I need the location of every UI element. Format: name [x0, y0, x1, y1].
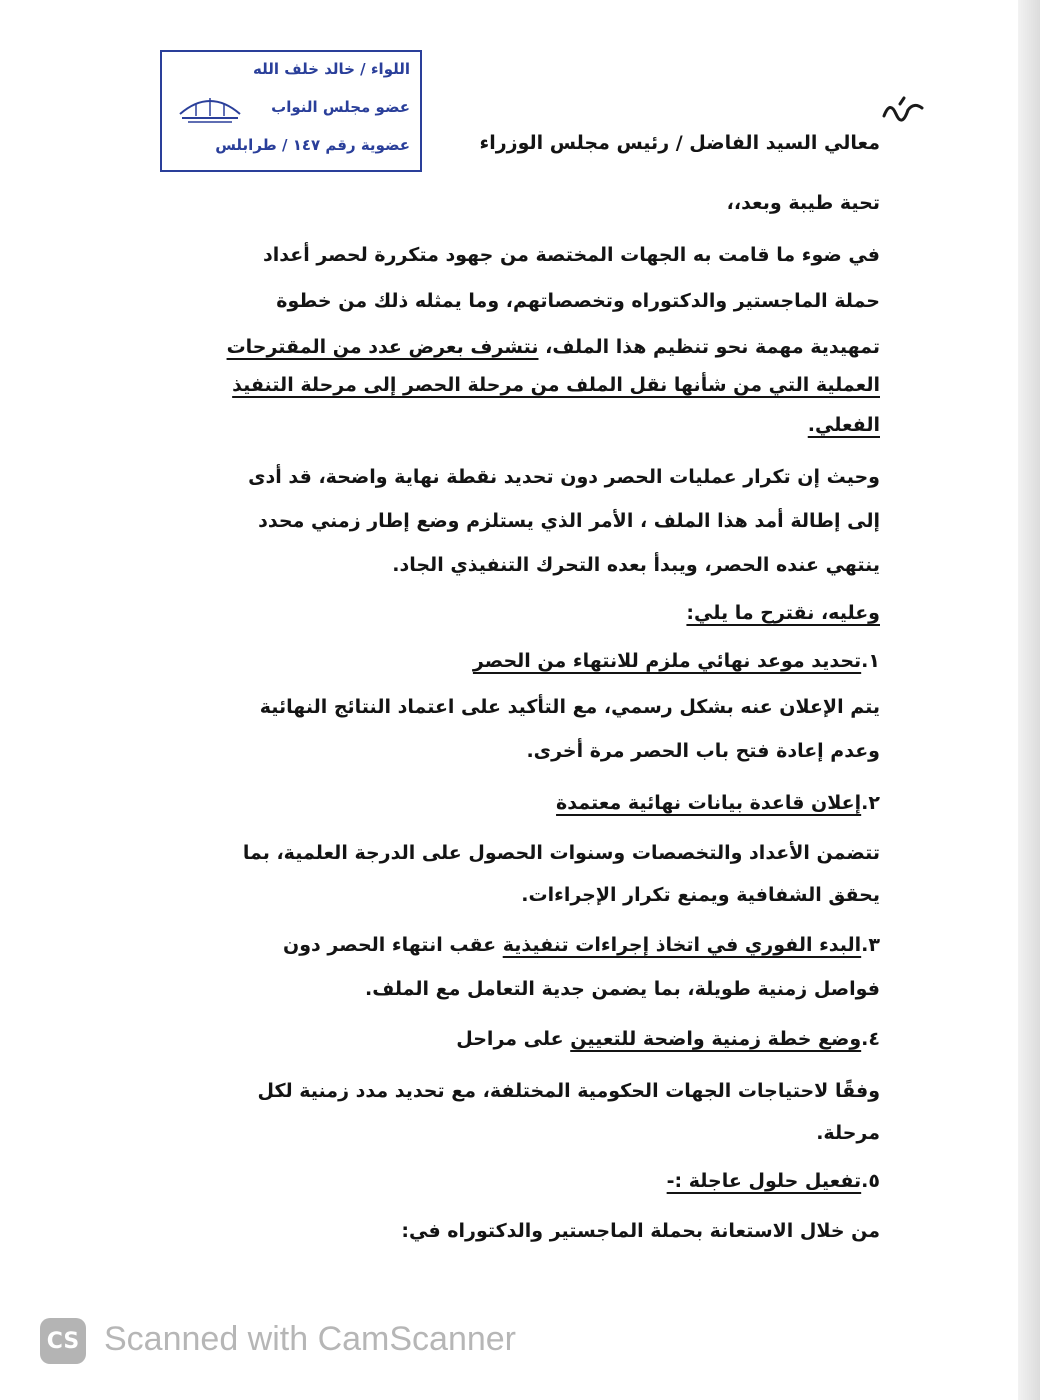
intro-line-3-plain: تمهيدية مهمة نحو تنظيم هذا الملف،: [538, 336, 880, 358]
proposal-1-title-text: تحديد موعد نهائي ملزم للانتهاء من الحصر: [472, 650, 862, 672]
parliament-emblem-icon: [174, 84, 246, 128]
proposal-3-title: [283, 932, 880, 958]
intro-line-4: العملية التي من شأنها نقل الملف من مرحلة الحصر إلى مرحلة التنفيذ: [232, 374, 880, 396]
official-stamp: [160, 50, 422, 172]
proposal-2-number: ٢.: [861, 792, 880, 814]
camscanner-label: Scanned with CamScanner: [104, 1320, 517, 1358]
proposal-3-number: ٣.: [861, 934, 880, 956]
greeting: تحية طيبة وبعد،،: [726, 192, 880, 214]
proposal-1-body-1: يتم الإعلان عنه بشكل رسمي، مع التأكيد على اعتماد النتائج النهائية: [259, 696, 880, 718]
camscanner-logo-icon: CS: [40, 1318, 86, 1364]
proposal-4-title: [456, 1026, 880, 1052]
stamp-membership: عضوية رقم ١٤٧ / طرابلس: [215, 136, 410, 154]
proposal-1-number: ١.: [861, 650, 880, 672]
stamp-name: اللواء / خالد خلف الله: [252, 60, 410, 78]
proposal-2-title-text: إعلان قاعدة بيانات نهائية معتمدة: [556, 792, 862, 814]
stamp-title: عضو مجلس النواب: [271, 98, 410, 116]
whereas-line-2: إلى إطالة أمد هذا الملف ، الأمر الذي يستلزم وضع إطار زمني محدد: [258, 510, 880, 532]
proposal-4-body-1: وفقًا لاحتياجات الجهات الحكومية المختلفة، مع تحديد مدد زمنية لكل: [257, 1080, 880, 1102]
proposal-3-title-rest: عقب انتهاء الحصر دون: [283, 934, 503, 956]
proposal-5-title: [667, 1168, 880, 1194]
proposal-4-title-underlined: وضع خطة زمنية واضحة للتعيين: [570, 1028, 862, 1050]
intro-line-3: [227, 334, 880, 360]
proposal-2-title: [556, 790, 880, 816]
proposal-4-number: ٤.: [861, 1028, 880, 1050]
intro-line-1: في ضوء ما قامت به الجهات المختصة من جهود متكررة لحصر أعداد: [262, 244, 880, 266]
proposal-2-body-2: يحقق الشفافية ويمنع تكرار الإجراءات.: [521, 884, 880, 906]
intro-line-5: الفعلي.: [807, 414, 880, 436]
proposal-5-number: ٥.: [861, 1170, 880, 1192]
proposal-4-body-2: مرحلة.: [816, 1122, 880, 1144]
proposal-5-title-text: تفعيل حلول عاجلة :-: [666, 1170, 862, 1192]
proposal-5-body: من خلال الاستعانة بحملة الماجستير والدكتوراه في:: [401, 1220, 880, 1242]
intro-line-3-underlined: نتشرف بعرض عدد من المقترحات: [226, 336, 539, 358]
whereas-line-1: وحيث إن تكرار عمليات الحصر دون تحديد نقطة نهاية واضحة، قد أدى: [248, 466, 880, 488]
proposal-4-title-rest: على مراحل: [456, 1028, 571, 1050]
proposal-3-body: فواصل زمنية طويلة، بما يضمن جدية التعامل مع الملف.: [364, 978, 880, 1000]
intro-line-2: حملة الماجستير والدكتوراه وتخصصاتهم، وما يمثله ذلك من خطوة: [276, 290, 880, 312]
proposal-3-title-underlined: البدء الفوري في اتخاذ إجراءات تنفيذية: [502, 934, 862, 956]
proposal-1-title: [473, 648, 880, 674]
proposal-heading: وعليه، نقترح ما يلي:: [686, 602, 880, 624]
proposal-1-body-2: وعدم إعادة فتح باب الحصر مرة أخرى.: [526, 740, 880, 762]
page-edge: [1018, 0, 1040, 1400]
proposal-2-body-1: تتضمن الأعداد والتخصصات وسنوات الحصول على الدرجة العلمية، بما: [242, 842, 880, 864]
whereas-line-3: ينتهي عنده الحصر، ويبدأ بعده التحرك التنفيذي الجاد.: [392, 554, 880, 576]
handwritten-initial-icon: [880, 92, 926, 126]
salutation: معالي السيد الفاضل / رئيس مجلس الوزراء: [479, 132, 880, 154]
